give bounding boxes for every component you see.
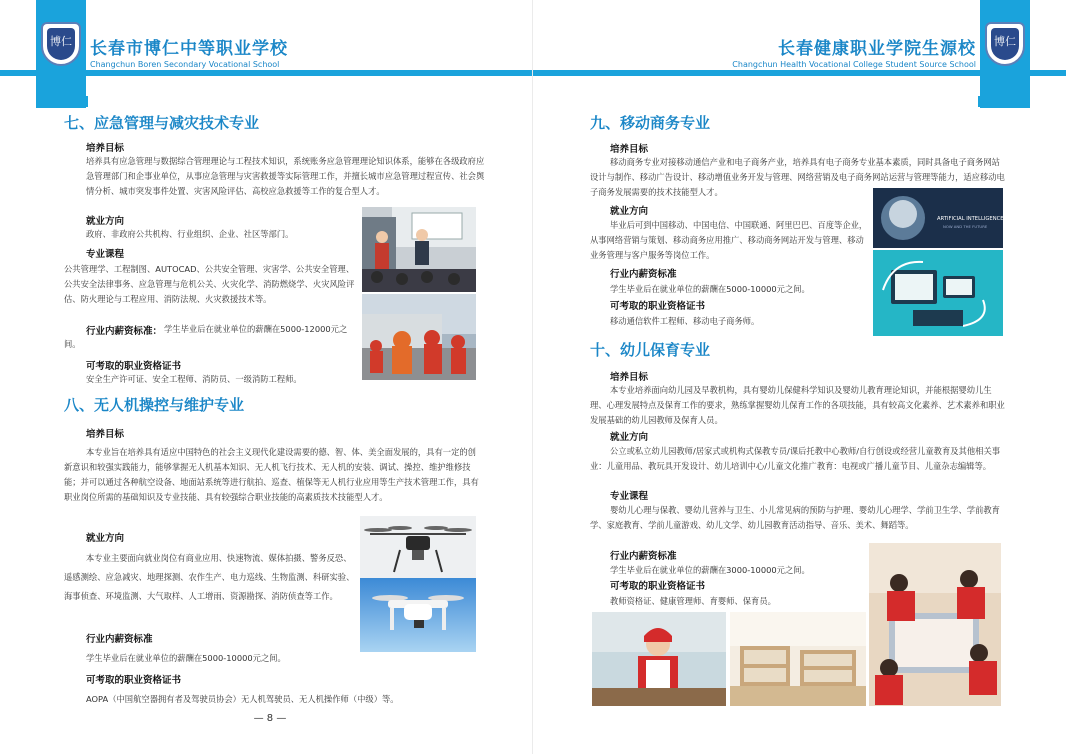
logo-text: 博仁 xyxy=(47,28,75,60)
school-logo-icon xyxy=(41,22,81,66)
school-logo-box xyxy=(36,0,86,108)
teacher-photo xyxy=(592,612,726,706)
paragraph: 教师资格证、健康管理师、育婴师、保育员。 xyxy=(610,596,776,606)
paragraph: 移动商务专业对接移动通信产业和电子商务产业，培养具有电子商务专业基本素质，同时具备电子商务网站设计与制作、移动广告设计、移动增值业务开发与管理、网络营销及电子商务网站运营与管理等能力，适应移动电子商务发展需要的技术技能型人才。 xyxy=(590,157,1005,197)
subheading: 行业内薪资标准： xyxy=(86,326,163,337)
classroom-shelves-photo xyxy=(730,612,866,706)
ai-banner-photo xyxy=(873,188,1003,248)
paragraph: 婴幼儿心理与保教、婴幼儿营养与卫生、小儿常见病的预防与护理、婴幼儿心理学、学前卫生学、学前教育学、家庭教育、学前儿童游戏、幼儿文学、幼儿园教育活动指导、音乐、美术、舞蹈等。 xyxy=(590,505,1000,530)
subheading: 可考取的职业资格证书 xyxy=(86,675,182,686)
paragraph: 移动通信软件工程师、移动电子商务师。 xyxy=(610,316,760,326)
subheading: 行业内薪资标准 xyxy=(610,269,677,280)
ecommerce-illustration xyxy=(873,250,1003,336)
header-lower-bar xyxy=(36,96,88,107)
section-title: 七、应急管理与减灾技术专业 xyxy=(64,114,260,132)
section-title: 十、幼儿保育专业 xyxy=(590,341,711,359)
subheading: 就业方向 xyxy=(86,216,125,227)
paragraph: 学生毕业后在就业单位的薪酬在5000-10000元之间。 xyxy=(86,653,286,663)
paragraph: AOPA（中国航空器拥有者及驾驶员协会）无人机驾驶员、无人机操作师（中级）等。 xyxy=(86,694,399,704)
subheading: 行业内薪资标准 xyxy=(610,551,677,562)
subheading: 培养目标 xyxy=(86,143,125,154)
childcare-practice-photo xyxy=(869,543,1001,706)
subheading: 可考取的职业资格证书 xyxy=(610,301,706,312)
school-logo-box xyxy=(980,0,1030,108)
subheading: 可考取的职业资格证书 xyxy=(86,361,182,372)
classroom-photo xyxy=(362,207,476,292)
school-name xyxy=(732,34,976,69)
paragraph: 安全生产许可证、安全工程师、消防员、一级消防工程师。 xyxy=(86,374,302,384)
paragraph: 毕业后可到中国移动、中国电信、中国联通、阿里巴巴、百度等企业，从事网络营销与策划、移动商务应用推广、移动商务网站开发与管理、移动业务管理与客户服务等岗位工作。 xyxy=(590,220,868,260)
school-name-cn: 长春市博仁中等职业学校 xyxy=(90,39,288,59)
page-number: — 8 — xyxy=(253,713,287,724)
school-name-cn: 长春健康职业学院生源校 xyxy=(778,39,976,59)
school-logo-icon xyxy=(985,22,1025,66)
subheading: 就业方向 xyxy=(610,206,649,217)
drone-photo-2 xyxy=(360,578,476,652)
paragraph: 学生毕业后在就业单位的薪酬在3000-10000元之间。 xyxy=(610,565,810,575)
subheading: 就业方向 xyxy=(610,432,649,443)
paragraph: 本专业培养面向幼儿园及早教机构，具有婴幼儿保健科学知识及婴幼儿教育理论知识，并能根据婴幼儿生理、心理发展特点及保育工作的要求，熟练掌握婴幼儿保育工作的各项技能，具有较高文化素养、艺术素养和职业发展基础的幼儿园教师及保育人员。 xyxy=(590,385,1005,425)
subheading: 专业课程 xyxy=(610,491,649,502)
ai-banner-subtext: NOW AND THE FUTURE xyxy=(943,224,988,229)
subheading: 培养目标 xyxy=(610,372,649,383)
paragraph: 学生毕业后在就业单位的薪酬在5000-12000元之间。 xyxy=(64,324,348,349)
drone-photo-1 xyxy=(360,516,476,578)
subheading: 就业方向 xyxy=(86,533,125,544)
section-title: 九、移动商务专业 xyxy=(590,114,711,132)
header-lower-bar xyxy=(978,96,1030,107)
paragraph: 本专业旨在培养具有适应中国特色的社会主义现代化建设需要的德、智、体、美全面发展的，具有一定的创新意识和较强实践能力，能够掌握无人机基本知识、无人机飞行技术、无人机的安装、调试、操控、维护维修技能；并可以通过各种航空设备、地面站系统等进行航拍、巡查、植保等无人机行业应用等生产技术管理工作，具有职业岗位所需的基础知识及专业技能、具有较强综合职业技能的高素质技术技能型人才。 xyxy=(64,447,479,502)
section-title: 八、无人机操控与维护专业 xyxy=(64,396,245,414)
school-name xyxy=(90,34,288,69)
ai-banner-text: ARTIFICIAL INTELLIGENCE xyxy=(937,216,1003,222)
subheading: 行业内薪资标准 xyxy=(86,634,153,645)
subheading: 可考取的职业资格证书 xyxy=(610,581,706,592)
paragraph: 公立或私立幼儿园教师/居家式或机构式保教专员/课后托教中心教师/自行创设或经营儿童教育及其他相关事业：儿童用品、教玩具开发设计、幼儿培训中心/儿童文化推广教育：电视或广播儿童节目、儿童杂志编辑等。 xyxy=(590,446,1001,471)
subheading: 培养目标 xyxy=(610,144,649,155)
school-name-en: Changchun Health Vocational College Student Source School xyxy=(732,60,976,69)
paragraph: 公共管理学、工程制图、AUTOCAD、公共安全管理、灾害学、公共安全管理、公共安全法律事务、应急管理与危机公关、火灾化学、消防燃烧学、火灾风险评估、防火理论与工程应用、消防法规、火灾救援技术等。 xyxy=(64,264,355,304)
paragraph: 本专业主要面向就业岗位有商业应用、快速物流、媒体拍摄、警务反恐、遥感测绘、应急减灾、地理探测、农作生产、电力巡线、生物监测、科研实验、海事侦查、环境监测、大气取样、人工增雨、资源勘探、消防侦查等工作。 xyxy=(64,553,355,601)
rescue-drill-photo xyxy=(362,294,476,380)
paragraph: 政府、非政府公共机构、行业组织、企业、社区等部门。 xyxy=(86,229,294,239)
subheading: 专业课程 xyxy=(86,249,125,260)
subheading: 培养目标 xyxy=(86,429,125,440)
paragraph: 培养具有应急管理与数据综合管理理论与工程技术知识，系统账务应急管理理论知识体系，能够在各级政府应急管理部门和企事业单位，从事应急管理与灾害救援等实际管理工作，并擅长城市应急管理过程宣传、社会舆情分析、城市突发事件处置、灾害风险评估、高校应急救援等工作的复合型人才。 xyxy=(86,156,485,196)
logo-text: 博仁 xyxy=(991,28,1019,60)
paragraph: 学生毕业后在就业单位的薪酬在5000-10000元之间。 xyxy=(610,284,810,294)
school-name-en: Changchun Boren Secondary Vocational School xyxy=(90,60,280,69)
